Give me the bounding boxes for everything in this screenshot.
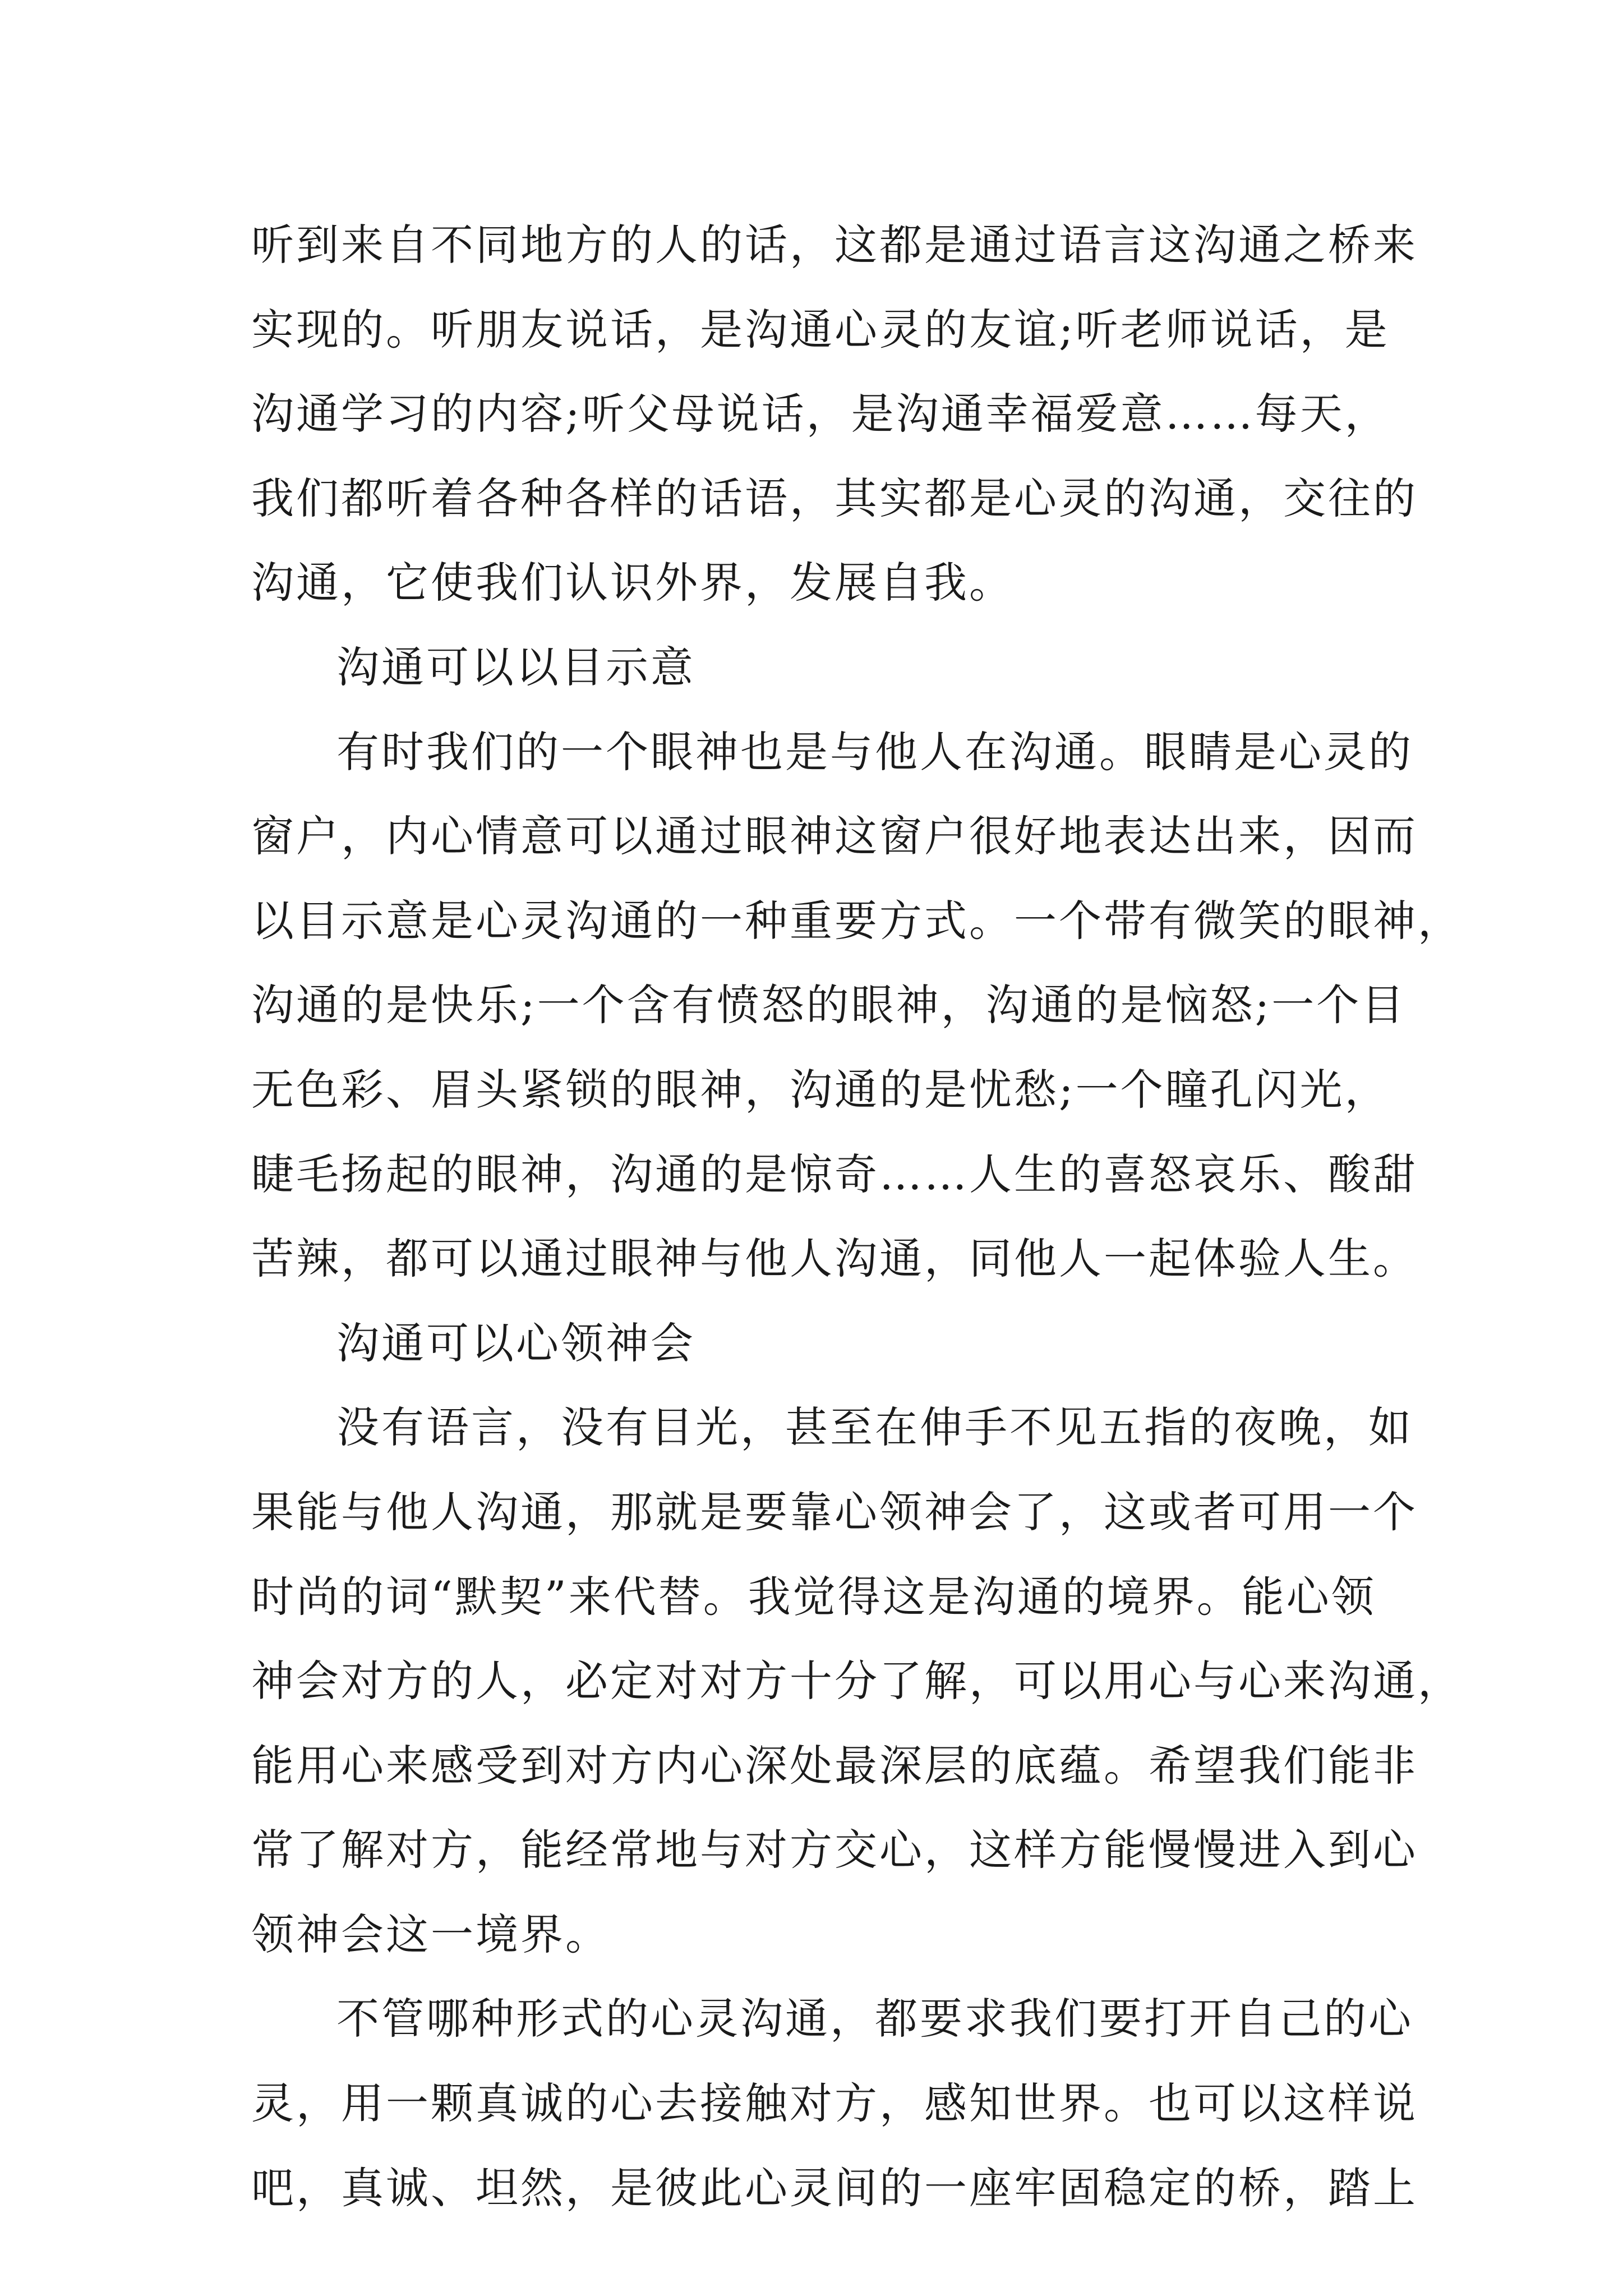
text-line: 我们都听着各种各样的话语，其实都是心灵的沟通，交往的	[251, 473, 1418, 523]
text-line: 领神会这一境界。	[251, 1909, 610, 1959]
text-line: 果能与他人沟通，那就是要靠心领神会了，这或者可用一个	[251, 1487, 1418, 1537]
text-line: 沟通学习的内容;听父母说话，是沟通幸福爱意……每天，	[251, 389, 1390, 439]
text-line: 沟通，它使我们认识外界，发展自我。	[251, 558, 1014, 608]
text-line: 苦辣，都可以通过眼神与他人沟通，同他人一起体验人生。	[251, 1234, 1418, 1284]
paragraph-first-line: 有时我们的一个眼神也是与他人在沟通。眼睛是心灵的	[336, 726, 1413, 777]
text-line: 能用心来感受到对方内心深处最深层的底蕴。希望我们能非	[251, 1740, 1418, 1791]
text-line: 无色彩、眉头紧锁的眼神，沟通的是忧愁;一个瞳孔闪光，	[251, 1064, 1390, 1115]
text-line: 灵，用一颗真诚的心去接触对方，感知世界。也可以这样说	[251, 2078, 1418, 2129]
text-line: 神会对方的人，必定对对方十分了解，可以用心与心来沟通，	[251, 1656, 1463, 1706]
paragraph-first-line: 没有语言，没有目光，甚至在伸手不见五指的夜晚，如	[336, 1402, 1413, 1453]
text-line: 时尚的词“默契”来代替。我觉得这是沟通的境界。能心领	[251, 1571, 1376, 1622]
text-line: 吧，真诚、坦然，是彼此心灵间的一座牢固稳定的桥，踏上	[251, 2162, 1418, 2213]
paragraph-first-line: 不管哪种形式的心灵沟通，都要求我们要打开自己的心	[336, 1994, 1413, 2044]
text-line: 窗户，内心情意可以通过眼神这窗户很好地表达出来，因而	[251, 811, 1418, 862]
text-line: 以目示意是心灵沟通的一种重要方式。一个带有微笑的眼神，	[251, 895, 1463, 946]
section-heading: 沟通可以以目示意	[336, 642, 695, 692]
section-heading: 沟通可以心领神会	[336, 1318, 695, 1368]
text-line: 睫毛扬起的眼神，沟通的是惊奇……人生的喜怒哀乐、酸甜	[251, 1149, 1418, 1199]
text-line: 常了解对方，能经常地与对方交心，这样方能慢慢进入到心	[251, 1825, 1418, 1875]
text-line: 沟通的是快乐;一个含有愤怒的眼神，沟通的是恼怒;一个目	[251, 980, 1407, 1030]
document-body	[251, 203, 1463, 2230]
text-line: 实现的。听朋友说话，是沟通心灵的友谊;听老师说话，是	[251, 304, 1390, 355]
text-line: 听到来自不同地方的人的话，这都是通过语言这沟通之桥来	[251, 220, 1418, 270]
